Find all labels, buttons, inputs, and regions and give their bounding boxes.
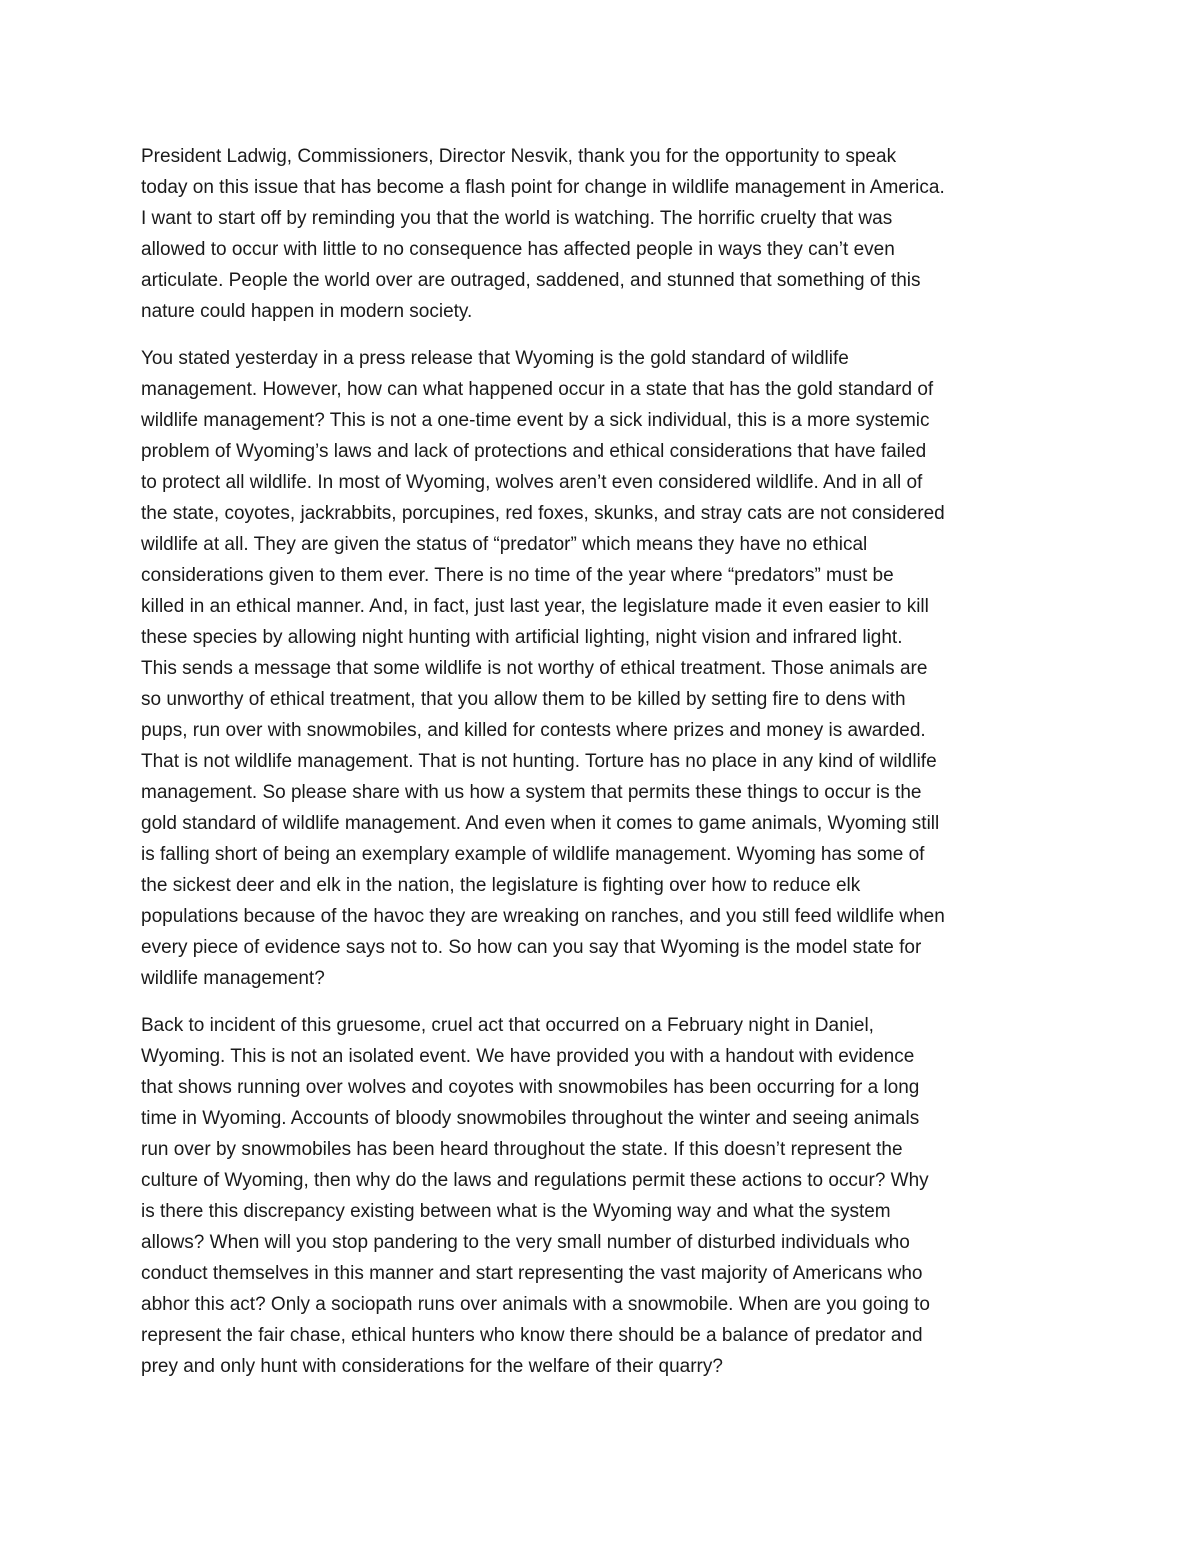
text-line: allowed to occur with little to no consequence has affected people in ways they can’t even	[141, 239, 895, 260]
text-line: wildlife at all. They are given the status of “predator” which means they have no ethical	[141, 534, 868, 555]
text-line: that shows running over wolves and coyotes with snowmobiles has been occurring for a long	[141, 1077, 920, 1098]
text-line: the sickest deer and elk in the nation, the legislature is fighting over how to reduce elk	[141, 875, 861, 896]
text-line: these species by allowing night hunting with artificial lighting, night vision and infrared light.	[141, 627, 903, 648]
text-line: wildlife management? This is not a one-time event by a sick individual, this is a more systemic	[141, 410, 930, 431]
text-line: populations because of the havoc they are wreaking on ranches, and you still feed wildlife when	[141, 906, 945, 927]
text-line: so unworthy of ethical treatment, that you allow them to be killed by setting fire to dens with	[141, 689, 906, 710]
text-line: President Ladwig, Commissioners, Director Nesvik, thank you for the opportunity to speak	[141, 146, 897, 167]
text-line: management. So please share with us how a system that permits these things to occur is the	[141, 782, 922, 803]
text-line: considerations given to them ever. There is no time of the year where “predators” must be	[141, 565, 894, 586]
text-line: nature could happen in modern society.	[141, 301, 473, 322]
text-line: problem of Wyoming’s laws and lack of protections and ethical considerations that have failed	[141, 441, 927, 462]
text-line: pups, run over with snowmobiles, and killed for contests where prizes and money is awarded.	[141, 720, 926, 741]
paragraph	[141, 343, 1081, 994]
text-line: is falling short of being an exemplary example of wildlife management. Wyoming has some of	[141, 844, 925, 865]
paragraph	[141, 1010, 1081, 1382]
text-line: You stated yesterday in a press release that Wyoming is the gold standard of wildlife	[141, 348, 849, 369]
text-line: to protect all wildlife. In most of Wyoming, wolves aren’t even considered wildlife. And in all of	[141, 472, 923, 493]
text-line: is there this discrepancy existing between what is the Wyoming way and what the system	[141, 1201, 891, 1222]
text-line: I want to start off by reminding you that the world is watching. The horrific cruelty that was	[141, 208, 893, 229]
text-line: prey and only hunt with considerations for the welfare of their quarry?	[141, 1356, 723, 1377]
paragraph	[141, 141, 1081, 327]
text-line: today on this issue that has become a flash point for change in wildlife management in America.	[141, 177, 945, 198]
text-line: killed in an ethical manner. And, in fact, just last year, the legislature made it even easier to kill	[141, 596, 929, 617]
text-line: articulate. People the world over are outraged, saddened, and stunned that something of this	[141, 270, 921, 291]
text-line: wildlife management?	[141, 968, 325, 989]
text-line: management. However, how can what happened occur in a state that has the gold standard of	[141, 379, 934, 400]
document-page	[141, 141, 1081, 1398]
text-line: That is not wildlife management. That is not hunting. Torture has no place in any kind of wildlife	[141, 751, 937, 772]
text-line: abhor this act? Only a sociopath runs over animals with a snowmobile. When are you going to	[141, 1294, 930, 1315]
text-line: run over by snowmobiles has been heard throughout the state. If this doesn’t represent the	[141, 1139, 903, 1160]
text-line: every piece of evidence says not to. So how can you say that Wyoming is the model state for	[141, 937, 922, 958]
text-line: allows? When will you stop pandering to the very small number of disturbed individuals who	[141, 1232, 910, 1253]
text-line: Wyoming. This is not an isolated event. We have provided you with a handout with evidence	[141, 1046, 915, 1067]
text-line: gold standard of wildlife management. And even when it comes to game animals, Wyoming still	[141, 813, 940, 834]
text-line: This sends a message that some wildlife is not worthy of ethical treatment. Those animals are	[141, 658, 928, 679]
text-line: represent the fair chase, ethical hunters who know there should be a balance of predator and	[141, 1325, 923, 1346]
text-line: the state, coyotes, jackrabbits, porcupines, red foxes, skunks, and stray cats are not considered	[141, 503, 945, 524]
text-line: culture of Wyoming, then why do the laws and regulations permit these actions to occur? Why	[141, 1170, 929, 1191]
text-line: Back to incident of this gruesome, cruel act that occurred on a February night in Daniel,	[141, 1015, 874, 1036]
text-line: conduct themselves in this manner and start representing the vast majority of Americans who	[141, 1263, 923, 1284]
text-line: time in Wyoming. Accounts of bloody snowmobiles throughout the winter and seeing animals	[141, 1108, 920, 1129]
